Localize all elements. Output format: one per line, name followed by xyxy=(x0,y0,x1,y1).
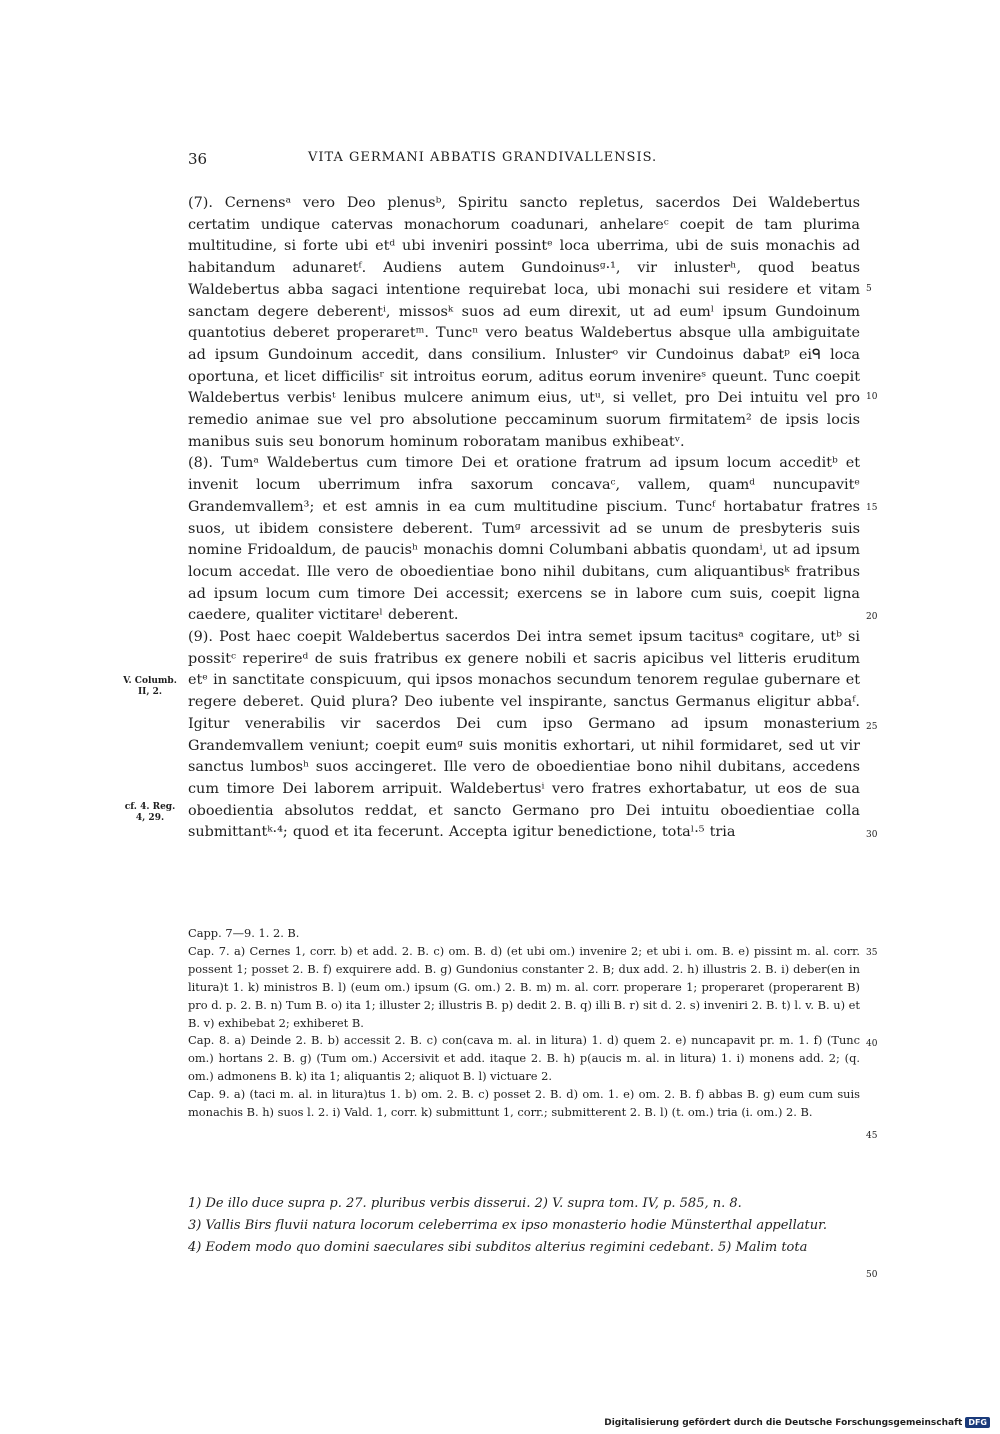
apparatus-line-number-50: 50 xyxy=(866,1270,878,1280)
margin-ref-reg: cf. 4. Reg. 4, 29. xyxy=(124,802,176,823)
critical-apparatus: Capp. 7—9. 1. 2. B. Cap. 7. a) Cernes 1, corr. b) et add. 2. B. c) om. B. d) (et ubi om.) invenire 2; et ubi i. om. B. e) pissint m. al. corr. possent 1; posset 2. B. f) exquirere add. B. g) Gundonius constanter 2. B; dux add. 2. h) illustris 2. B. i) deber(en in litura)t 1. k) ministros B. l) (eum om.) ipsum (G. om.) 2. B. m) m. al. corr. properare 1; properaret (properarent B) pro d. p. 2. B. n) Tum B. o) ita 1; illuster 2; illustris B. p) dedit 2. B. q) illi B. r) sit d. 2. s) inveniri 2. B. t) l. v. B. u) et B. v) exhibebat 2; exhiberet B. Cap. 8. a) Deinde 2. B. b) accessit 2. B. c) con(cava m. al. in litura) 1. d) quem 2. e) nuncapavit pr. m. 1. f) (Tunc om.) hortans 2. B. g) (Tum om.) Accersivit et add. itaque 2. B. h) p(aucis m. al. in litura) 1. i) monens add. 2; (q. om.) admonens B. k) ita 1; aliquantis 2; aliquot B. l) victuare 2. Cap. 9. a) (taci m. al. in litura)tus 1. b) om. 2. B. c) posset 2. B. d) om. 1. e) om. 2. B. f) abbas B. g) eum cum suis monachis B. h) suos l. 2. i) Vald. 1, corr. k) submittunt 1, corr.; submitterent 2. B. l) (t. om.) tria (i. om.) 2. B. xyxy=(188,926,860,1120)
digitization-banner xyxy=(604,1417,990,1428)
line-number-20: 20 xyxy=(866,612,878,622)
apparatus-line-number-45: 45 xyxy=(866,1131,878,1141)
page-header xyxy=(188,150,860,174)
apparatus-line-number-35: 35 xyxy=(866,948,878,958)
margin-ref-columb: V. Columb. II, 2. xyxy=(123,676,177,697)
page-number: 36 xyxy=(188,150,208,168)
line-number-10: 10 xyxy=(866,392,878,402)
running-title: VITA GERMANI ABBATIS GRANDIVALLENSIS. xyxy=(308,150,658,165)
apparatus-line-number-40: 40 xyxy=(866,1039,878,1049)
footnotes: 1) De illo duce supra p. 27. pluribus verbis disserui. 2) V. supra tom. IV, p. 585, n. 8. 3) Vallis Birs fluvii natura locorum celeberrima ex ipso monasterio hodie Münsterthal appellatur. 4) Eodem modo quo domini saeculares sibi subditos alterius regimini cedebant. 5) Malim tota xyxy=(188,1196,827,1255)
main-text: (7). Cernensᵃ vero Deo plenusᵇ, Spiritu sancto repletus, sacerdos Dei Waldebertus certatim undique catervas monachorum coadunari, anhelareᶜ coepit de tam plurima multitudine, si forte ubi etᵈ ubi inveniri possintᵉ loca uberrima, ubi de suis monachis ad habitandum adunaretᶠ. Audiens autem Gundoinusᵍ·¹, vir inlusterʰ, quod beatus Waldebertus abba sagaci intentione requirebat loca, ubi monachi sui residere et vitam sanctam degere deberentⁱ, missosᵏ suos ad eum direxit, ut ad eumˡ ipsum Gundoinum quantotius deberet properaretᵐ. Tuncⁿ vero beatus Waldebertus absque ulla ambiguitate ad ipsum Gundoinum accedit, dans consilium. Inlusterᵒ vir Cundoinus dabatᵖ eiᑫ loca oportuna, et licet difficilisʳ sit introitus eorum, aditus eorum invenireˢ queunt. Tunc coepit Waldebertus verbisᵗ lenibus mulcere animum eius, utᵘ, si vellet, pro Dei intuitu vel pro remedio animae sue vel pro absolutione peccaminum suorum firmitatem² de ipsis locis manibus suis seu bonorum hominum roboratam manibus exhibeatᵛ. (8). Tumᵃ Waldebertus cum timore Dei et oratione fratrum ad ipsum locum acceditᵇ et invenit locum uberrimum infra saxorum concavaᶜ, vallem, quamᵈ nuncupavitᵉ Grandemvallem³; et est amnis in ea cum multitudine piscium. Tuncᶠ hortabatur fratres suos, ut ibidem consistere deberent. Tumᵍ arcessivit ad se unum de presbyteris suis nomine Fridoaldum, de paucisʰ monachis domni Columbani abbatis quondamⁱ, ut ad ipsum locum accedat. Ille vero de oboedientiae bono nihil dubitans, cum aliquantibusᵏ fratribus ad ipsum locum cum timore Dei accessit; exercens se in labore cum suis, coepit ligna caedere, qualiter victitareˡ deberent. (9). Post haec coepit Waldebertus sacerdos Dei intra semet ipsum tacitusᵃ cogitare, utᵇ si possitᶜ reperireᵈ de suis fratribus ex genere nobili et sacris apicibus vel litteris eruditum etᵉ in sanctitate conspicuum, qui ipsos monachos secundum tenorem regulae gubernare et regere deberet. Quid plura? Deo iubente vel inspirante, sanctus Germanus eligitur abbaᶠ. Igitur venerabilis vir sacerdos Dei cum ipso Germano ad ipsum monasterium Grandemvallem veniunt; coepit eumᵍ suis monitis exhortari, ut nihil formidaret, sed ut vir sanctus lumbosʰ suos accingeret. Ille vero de oboedientiae bono nihil dubitans, accedens cum timore Dei laborem arripuit. Waldebertusⁱ vero fratres exhortabatur, ut eos de sua oboedientia absolutos reddat, et sancto Germano pro Dei intuitu oboedientiae colla submittantᵏ·⁴; quod et ita fecerunt. Accepta igitur benedictione, totaˡ·⁵ tria xyxy=(188,195,860,841)
line-number-15: 15 xyxy=(866,503,878,513)
line-number-30: 30 xyxy=(866,830,878,840)
banner-text: Digitalisierung gefördert durch die Deutsche Forschungsgemeinschaft xyxy=(604,1417,963,1428)
line-number-25: 25 xyxy=(866,722,878,732)
dfg-logo-icon: DFG xyxy=(965,1417,990,1428)
line-number-5: 5 xyxy=(866,284,872,294)
